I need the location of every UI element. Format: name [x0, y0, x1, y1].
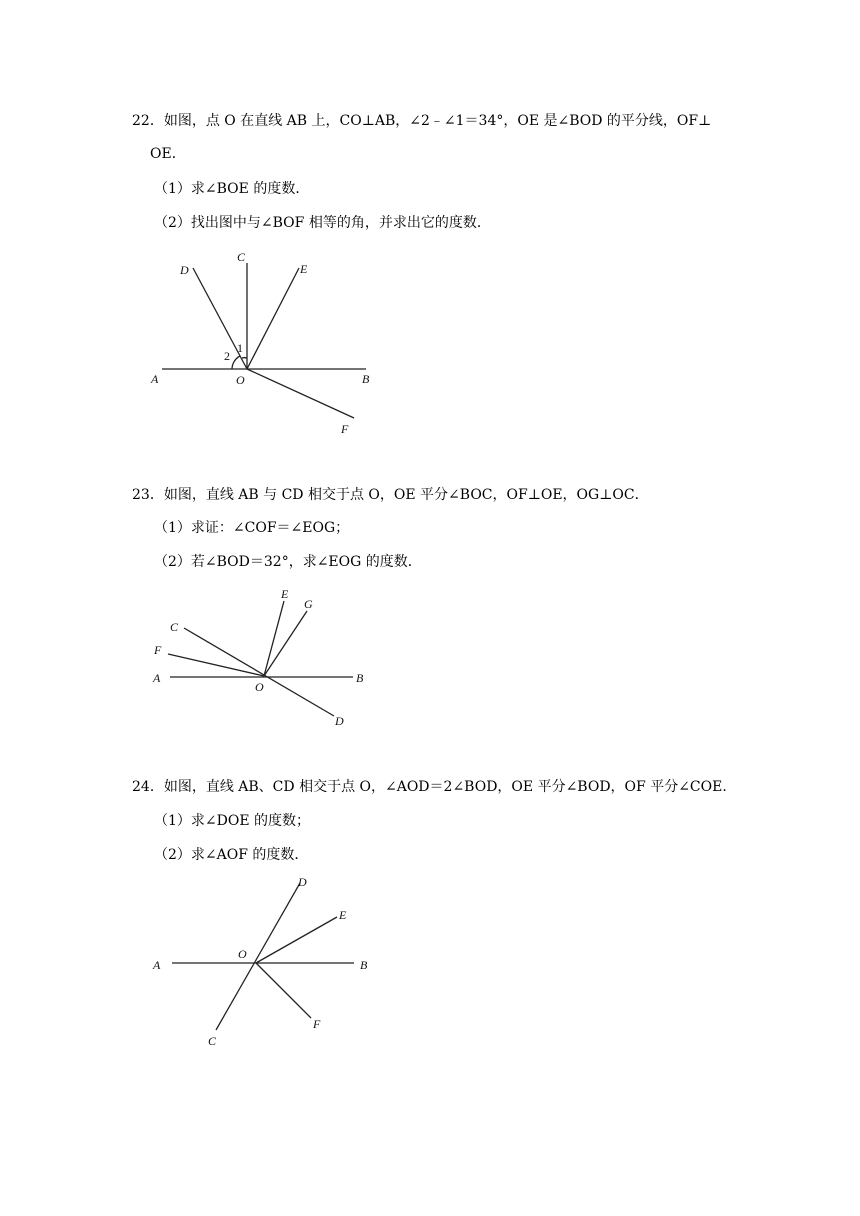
label-c: C — [208, 1034, 217, 1048]
problem-22-part-1: （1）求∠BOE 的度数． — [154, 181, 310, 197]
problem-22-part-2: （2）找出图中与∠BOF 相等的角，并求出它的度数． — [154, 215, 491, 231]
label-e: E — [339, 908, 347, 922]
label-b: B — [362, 372, 370, 386]
label-f: F — [341, 422, 349, 436]
label-o: O — [238, 947, 247, 961]
ray-of — [256, 963, 311, 1018]
problem-stem: 如图，点 O 在直线 AB 上，CO⊥AB，∠2﹣∠1＝34°，OE 是∠BOD 的平分线，OF⊥ — [163, 113, 712, 129]
label-a: A — [153, 958, 161, 972]
problem-24-part-1: （1）求∠DOE 的度数； — [154, 813, 311, 829]
problem-number: 24． — [132, 779, 164, 795]
problem-24-part-2: （2）求∠AOF 的度数． — [154, 847, 309, 863]
label-b: B — [356, 671, 364, 685]
problem-23-part-1: （1）求证：∠COF＝∠EOG； — [154, 520, 350, 536]
problem-stem: 如图，直线 AB 与 CD 相交于点 O，OE 平分∠BOC，OF⊥OE，OG⊥OC． — [163, 487, 649, 503]
label-o: O — [236, 373, 245, 387]
problem-number: 22． — [132, 113, 164, 129]
label-g: G — [304, 597, 313, 611]
label-c: C — [170, 620, 179, 634]
label-a: A — [153, 671, 161, 685]
problem-stem: 如图，直线 AB、CD 相交于点 O，∠AOD＝2∠BOD，OE 平分∠BOD，OF 平分∠COE． — [163, 779, 737, 795]
label-d: D — [335, 714, 344, 728]
label-e: E — [300, 262, 308, 276]
problem-22-stem-line2: OE． — [150, 146, 186, 162]
label-c: C — [237, 250, 246, 264]
label-b: B — [360, 958, 368, 972]
problem-number: 23． — [132, 487, 164, 503]
label-d: D — [298, 875, 307, 889]
label-f: F — [154, 643, 162, 657]
line-cd — [216, 883, 300, 1030]
label-d: D — [180, 263, 189, 277]
label-a: A — [151, 372, 159, 386]
problem-23-part-2: （2）若∠BOD＝32°，求∠EOG 的度数． — [154, 554, 422, 570]
label-angle-2: 2 — [224, 349, 230, 363]
label-angle-1: 1 — [237, 341, 243, 355]
label-f: F — [313, 1017, 321, 1031]
label-o: O — [255, 680, 264, 694]
label-e: E — [281, 587, 289, 601]
